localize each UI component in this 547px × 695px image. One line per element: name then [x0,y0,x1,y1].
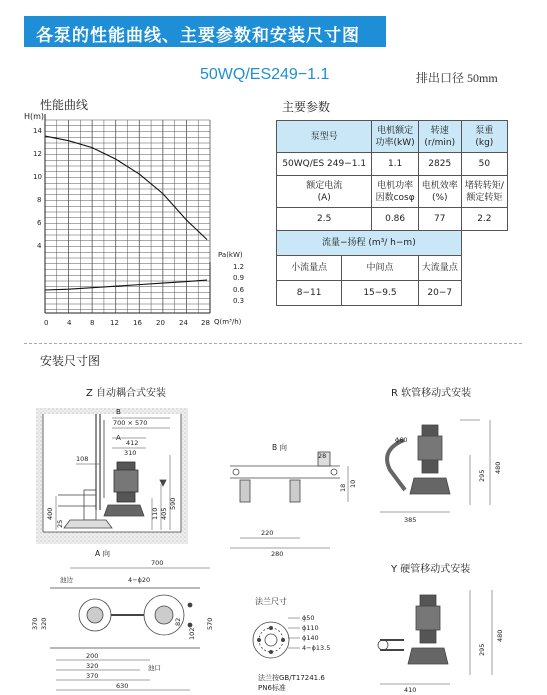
header-power-factor-text: 电机功率 因数cosφ [375,180,415,203]
flow-header-high: 大流量点 [418,256,461,281]
flow-value-mid: 15−9.5 [342,281,419,306]
value-current: 2.5 [277,208,372,231]
a-dim-700: 700 [151,559,164,567]
z-dim-590: 590 [169,497,177,510]
z-hole-size: 700 × 570 [113,419,148,427]
flange-d110: ϕ110 [302,624,319,632]
value-speed: 2825 [418,153,461,176]
q-tick: 20 [156,319,165,327]
q-axis-label: Q(m³/h) [214,318,242,326]
a-view-label: A 向 [95,549,111,558]
bv-dim-28: 28 [318,452,327,460]
a-dim-570: 570 [206,617,214,630]
a-dim-320: 320 [40,617,48,630]
y-dim-480: 480 [496,629,504,642]
install-section-title: 安装尺寸图 [40,354,101,368]
h-axis-label: H(m) [24,112,45,121]
q-tick: 0 [44,319,49,327]
flow-header-low: 小流量点 [277,256,342,281]
flange-standard-2: PN6标准 [258,684,286,692]
q-tick: 24 [179,319,188,327]
z-dim-412: 412 [126,439,139,447]
value-power-factor: 0.86 [372,208,418,231]
flange-drawing [253,618,300,658]
outlet-diameter: 排出口径 50mm [416,71,498,85]
z-dim-25: 25 [56,519,64,528]
r-install-caption: R 软管移动式安装 [391,388,472,399]
flow-header-mid: 中间点 [342,256,419,281]
b-view-drawing [230,452,348,548]
a-holes: 4−ϕ20 [128,576,151,584]
a-view-drawing [50,568,210,690]
header-weight-text: 泵重 (kg) [475,125,494,148]
r-dim-295: 295 [478,469,486,482]
bv-dim-220: 220 [261,529,274,537]
pa-tick: 0.6 [233,286,245,294]
r-dim-phi60: ϕ60 [395,436,408,444]
flow-value-low: 8−11 [277,281,342,306]
params-section-title: 主要参数 [282,100,331,114]
h-tick: 14 [33,127,42,135]
y-dim-410: 410 [404,686,417,694]
r-dim-480: 480 [494,461,502,474]
a-pit-mouth: 池口 [148,664,161,672]
z-install-caption: Z 自动耦合式安装 [86,388,167,399]
bv-dim-18: 18 [339,483,347,492]
h-tick: 4 [37,242,42,250]
h-tick: 12 [33,150,42,158]
h-tick: 8 [37,196,42,204]
h-tick: 10 [33,173,42,181]
r-dim-385: 385 [404,516,417,524]
z-dim-310: 310 [124,449,137,457]
pa-tick: 0.9 [233,274,245,282]
h-tick: 6 [37,219,42,227]
header-model: 泵型号 [277,121,372,153]
a-dim-630: 630 [116,682,129,690]
q-tick: 12 [110,319,119,327]
value-efficiency: 77 [418,208,461,231]
pa-tick: 1.2 [233,263,245,271]
flange-d50: ϕ50 [302,614,315,622]
flow-head-title: 流量−扬程 (m³/ h−m) [277,231,462,256]
z-a-arrow-label: A [116,434,121,442]
header-motor-power-text: 电机额定 功率(kW) [375,125,415,148]
z-dim-110: 110 [151,507,159,520]
value-weight: 50 [461,153,507,176]
pa-tick: 0.3 [233,297,245,305]
r-install-drawing [380,420,490,512]
pa-axis-label: Pa(kW) [218,251,243,259]
value-torque-ratio: 2.2 [461,208,507,231]
a-dim-102: 102 [188,627,196,640]
value-motor-power: 1.1 [372,153,418,176]
flange-title: 法兰尺寸 [255,597,287,606]
header-efficiency-text: 电机效率 (%) [421,180,458,203]
z-dim-405: 405 [160,507,168,520]
a-dim-370: 370 [31,617,39,630]
z-dim-108: 108 [76,455,89,463]
value-model: 50WQ/ES 249−1.1 [277,153,372,176]
a-dim-200: 200 [86,652,99,660]
flange-d140: ϕ140 [302,634,319,642]
flow-value-high: 20−7 [418,281,461,306]
a-dim-82: 82 [174,617,182,626]
flange-standard-1: 法兰按GB/T17241.6 [258,674,325,682]
q-tick: 4 [67,319,72,327]
z-dim-400: 400 [46,507,54,520]
model-number: 50WQ/ES249−1.1 [200,66,330,83]
q-tick: 8 [90,319,95,327]
flange-holes: 4−ϕ13.5 [302,644,331,652]
y-dim-295: 295 [478,643,486,656]
performance-section-title: 性能曲线 [40,98,89,112]
y-install-drawing [378,590,492,684]
header-speed-text: 转速 (r/min) [424,125,456,148]
y-install-caption: Y 硬管移动式安装 [391,564,471,575]
header-current-text: 额定电流 (A) [306,180,343,203]
bv-dim-280: 280 [271,550,284,558]
page-title: 各泵的性能曲线、主要参数和安装尺寸图 [36,26,360,46]
q-tick: 16 [133,319,142,327]
a-dim-370b: 370 [86,672,99,680]
q-tick: 28 [201,319,210,327]
z-b-arrow-label: B [116,408,121,416]
bv-dim-10: 10 [349,479,357,488]
b-view-label: B 向 [272,443,288,452]
header-torque-ratio-text: 堵转转矩/ 额定转矩 [464,180,504,203]
a-pit-edge: 池边 [60,576,73,584]
a-dim-320b: 320 [86,662,99,670]
